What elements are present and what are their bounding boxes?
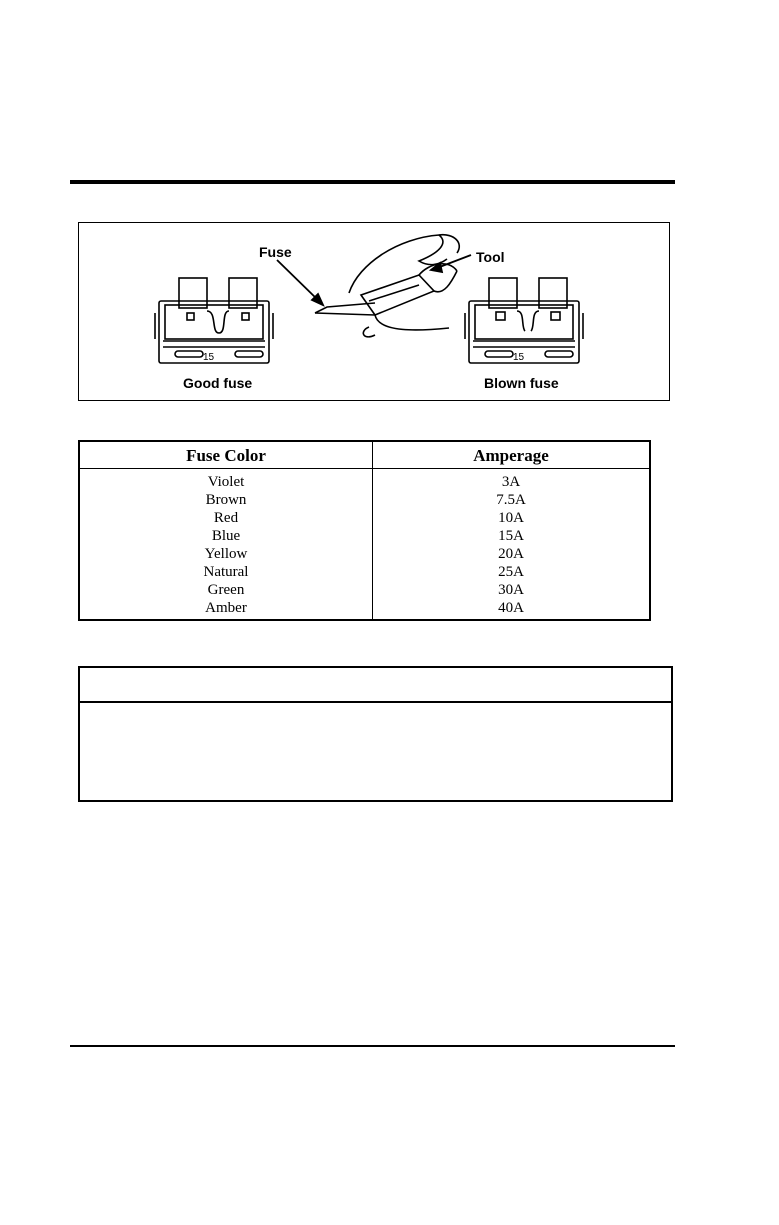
tool-label: Tool xyxy=(476,249,505,265)
table-cell-color: Natural xyxy=(203,564,249,580)
top-rule xyxy=(70,180,675,184)
table-cell-amperage: 3A xyxy=(501,474,521,490)
header-divider xyxy=(80,468,649,469)
hand-and-tool-drawing xyxy=(315,235,459,337)
fuse-label: Fuse xyxy=(259,244,292,260)
table-cell-amperage: 20A xyxy=(498,546,524,562)
blown-fuse-drawing xyxy=(465,278,583,363)
fuse-color-table xyxy=(78,440,651,621)
good-fuse-drawing xyxy=(155,278,273,363)
fuse-illustration xyxy=(78,222,670,401)
header-fuse-color: Fuse Color xyxy=(186,446,266,465)
header-amperage: Amperage xyxy=(473,446,549,465)
fuse-drawing xyxy=(79,223,669,400)
empty-note-box xyxy=(78,666,673,802)
blown-fuse-label: Blown fuse xyxy=(484,375,559,391)
table-cell-color: Violet xyxy=(207,474,245,490)
table-cell-amperage: 30A xyxy=(498,582,524,598)
good-fuse-label: Good fuse xyxy=(183,375,253,391)
table-cell-amperage: 25A xyxy=(498,564,524,580)
table-cell-amperage: 7.5A xyxy=(496,492,526,508)
table-cell-amperage: 40A xyxy=(498,600,524,616)
good-fuse-rating: 15 xyxy=(203,352,215,363)
table-cell-color: Red xyxy=(213,510,239,526)
amperage-column xyxy=(373,473,649,617)
blown-fuse-rating: 15 xyxy=(513,352,525,363)
table-cell-color: Brown xyxy=(205,492,247,508)
note-box-header-divider xyxy=(80,701,671,703)
table-cell-color: Amber xyxy=(205,600,247,616)
bottom-rule xyxy=(70,1045,675,1047)
fuse-color-column xyxy=(80,473,372,617)
table-cell-color: Blue xyxy=(211,528,241,544)
table-cell-color: Yellow xyxy=(204,546,248,562)
table-cell-amperage: 15A xyxy=(498,528,524,544)
table-cell-color: Green xyxy=(207,582,245,598)
table-cell-amperage: 10A xyxy=(498,510,524,526)
